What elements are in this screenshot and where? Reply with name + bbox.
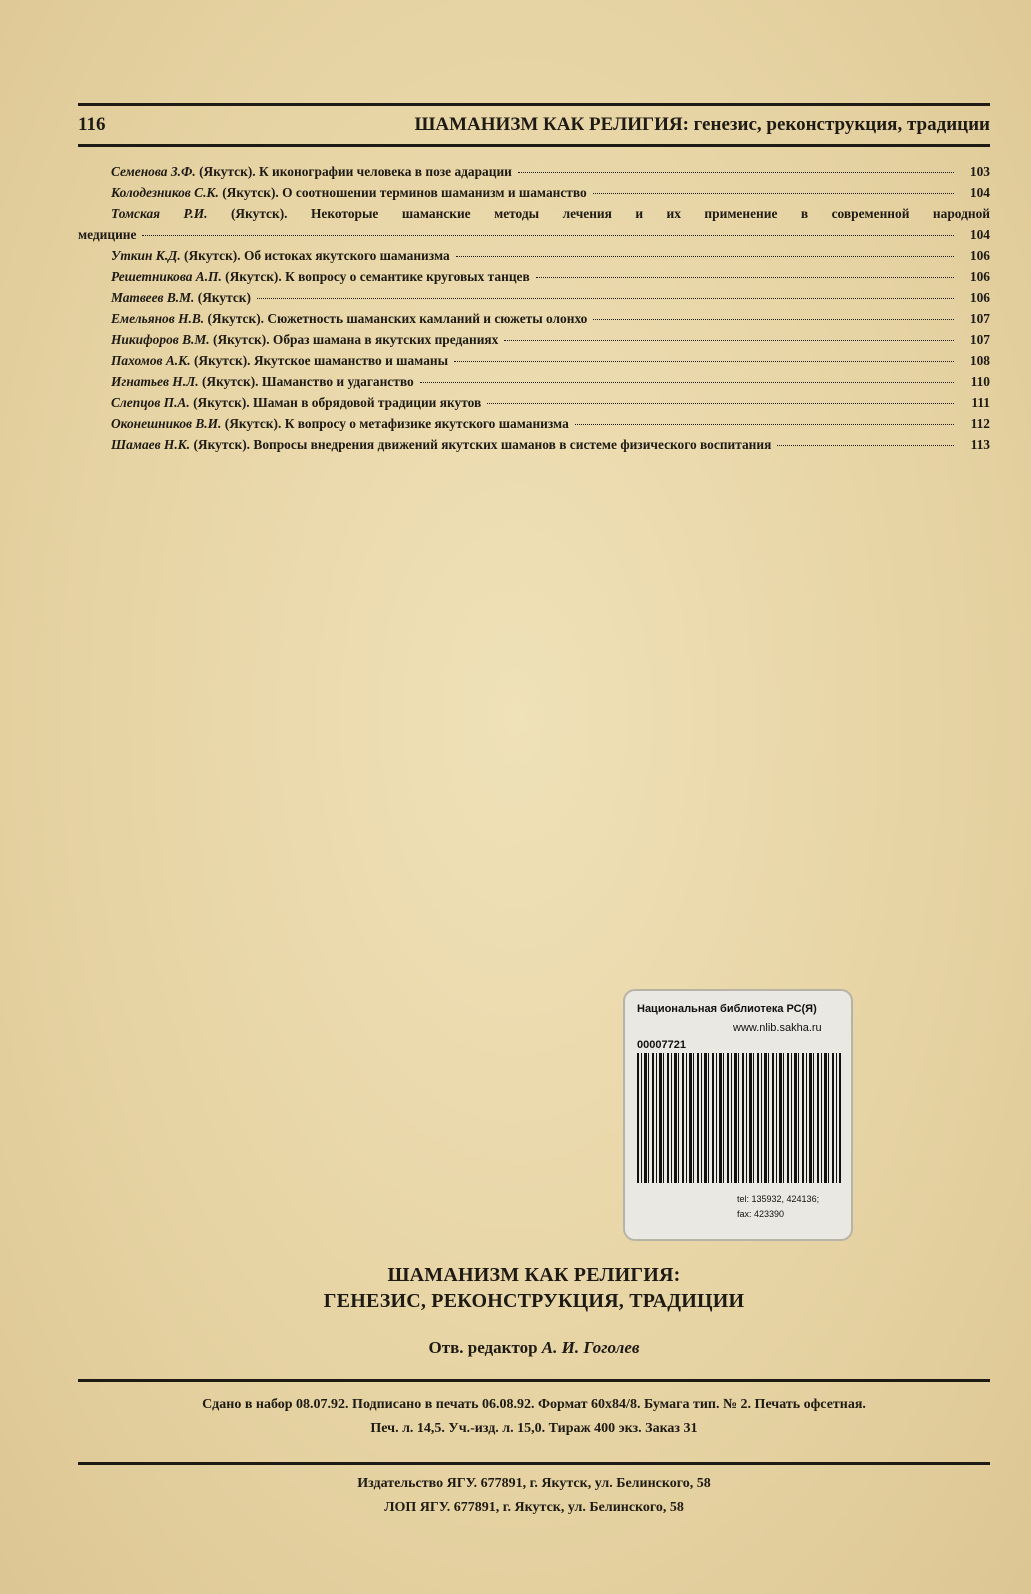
toc-leader [456,256,954,257]
toc-place: (Якутск). [225,269,282,284]
toc-leader [575,424,954,425]
toc-author: Матвеев В.М. [111,290,195,305]
toc-title: Якутское шаманство и шаманы [253,353,449,368]
toc-entry [78,350,990,371]
toc-leader [593,193,954,194]
table-of-contents [78,161,990,455]
printer-address: ЛОП ЯГУ. 677891, г. Якутск, ул. Белинского, 58 [384,1500,684,1515]
toc-entry [78,161,990,182]
toc-title: Шаманство и удаганство [261,374,414,389]
imprint-line2: Печ. л. 14,5. Уч.-изд. л. 15,0. Тираж 400 экз. Заказ 31 [370,1421,698,1436]
toc-author: Решетникова А.П. [111,269,222,284]
toc-title-continued: медицине [78,227,137,242]
toc-title: О соотношении терминов шаманизм и шаманство [282,185,587,200]
toc-leader [257,298,954,299]
toc-title: Об истоках якутского шаманизма [243,248,450,263]
toc-author: Томская Р.И. [111,206,208,221]
imprint-top-rule [78,1379,990,1382]
book-title-line1: ШАМАНИЗМ КАК РЕЛИГИЯ: [387,1264,681,1286]
toc-title: Шаман в обрядовой традиции якутов [253,395,482,410]
editor-line [78,1338,990,1358]
toc-author: Семенова З.Ф. [111,164,196,179]
header-bottom-rule [78,144,990,147]
editor-name: А. И. Гоголев [541,1338,640,1357]
toc-entry [78,245,990,266]
header-top-rule [78,103,990,106]
library-website: www.nlib.sakha.ru [733,1022,822,1034]
toc-author: Оконешников В.И. [111,416,222,431]
toc-leader [420,382,954,383]
toc-entry [78,329,990,350]
toc-place: (Якутск) [197,290,251,305]
toc-page: 104 [969,227,990,242]
toc-author: Колодезников С.К. [111,185,219,200]
toc-page: 108 [969,353,990,368]
toc-place: (Якутск). [193,353,251,368]
page-number: 116 [78,114,106,135]
toc-place: (Якутск). [207,311,265,326]
toc-page: 106 [969,269,990,284]
toc-page: 103 [969,164,990,179]
editor-label: Отв. редактор [428,1338,538,1357]
toc-place: (Якутск). [230,206,288,221]
toc-leader [454,361,954,362]
toc-leader [518,172,954,173]
toc-place: (Якутск). [213,332,270,347]
toc-author: Емельянов Н.В. [111,311,205,326]
toc-entry [78,308,990,329]
toc-title: Вопросы внедрения движений якутских шаманов в системе физического воспитания [253,437,772,452]
toc-leader [777,445,954,446]
toc-author: Шамаев Н.К. [111,437,191,452]
book-title-line2: ГЕНЕЗИС, РЕКОНСТРУКЦИЯ, ТРАДИЦИИ [323,1290,745,1312]
toc-leader [593,319,954,320]
toc-page: 111 [971,395,990,410]
toc-page: 107 [969,311,990,326]
toc-entry [78,371,990,392]
running-header [78,110,990,140]
toc-leader [536,277,954,278]
toc-entry [78,413,990,434]
imprint-line1: Сдано в набор 08.07.92. Подписано в печать 06.08.92. Формат 60х84/8. Бумага тип. № 2. Печать офсетная. [202,1397,866,1412]
publisher-address: Издательство ЯГУ. 677891, г. Якутск, ул. Белинского, 58 [357,1476,711,1491]
toc-leader [504,340,954,341]
toc-page: 104 [969,185,990,200]
library-tel: tel: 135932, 424136; [737,1194,820,1204]
toc-entry [78,182,990,203]
library-barcode-sticker [623,989,853,1241]
toc-place: (Якутск). [199,164,256,179]
toc-place: (Якутск). [201,374,259,389]
toc-entry [78,266,990,287]
toc-place: (Якутск). [184,248,241,263]
toc-place: (Якутск). [224,416,282,431]
toc-page: 106 [969,248,990,263]
toc-title: К иконографии человека в позе адарации [259,164,512,179]
toc-entry [78,203,990,245]
imprint-middle-rule [78,1462,990,1465]
toc-author: Никифоров В.М. [111,332,210,347]
running-title: ШАМАНИЗМ КАК РЕЛИГИЯ: генезис, реконструкция, традиции [414,114,990,135]
library-fax: fax: 423390 [737,1209,785,1219]
toc-author: Слепцов П.А. [111,395,190,410]
toc-entry [78,287,990,308]
library-name: Национальная библиотека РС(Я) [637,1003,817,1015]
toc-title: Некоторые шаманские методы лечения и их применение в современной народной [311,206,990,221]
toc-place: (Якутск). [222,185,279,200]
barcode [637,1053,841,1183]
toc-leader [487,403,954,404]
inventory-number: 00007721 [637,1039,686,1051]
toc-place: (Якутск). [193,395,250,410]
toc-entry [78,434,990,455]
toc-page: 113 [970,437,990,452]
toc-page: 112 [970,416,990,431]
toc-page: 107 [969,332,990,347]
toc-author: Уткин К.Д. [111,248,181,263]
toc-page: 110 [970,374,990,389]
toc-page: 106 [969,290,990,305]
toc-author: Игнатьев Н.Л. [111,374,199,389]
toc-leader [142,235,954,236]
toc-title: Сюжетность шаманских камланий и сюжеты олонхо [267,311,588,326]
toc-author: Пахомов А.К. [111,353,191,368]
toc-title: К вопросу о метафизике якутского шаманизма [284,416,569,431]
toc-place: (Якутск). [193,437,251,452]
toc-entry [78,392,990,413]
toc-title: К вопросу о семантике круговых танцев [285,269,530,284]
toc-title: Образ шамана в якутских преданиях [272,332,499,347]
